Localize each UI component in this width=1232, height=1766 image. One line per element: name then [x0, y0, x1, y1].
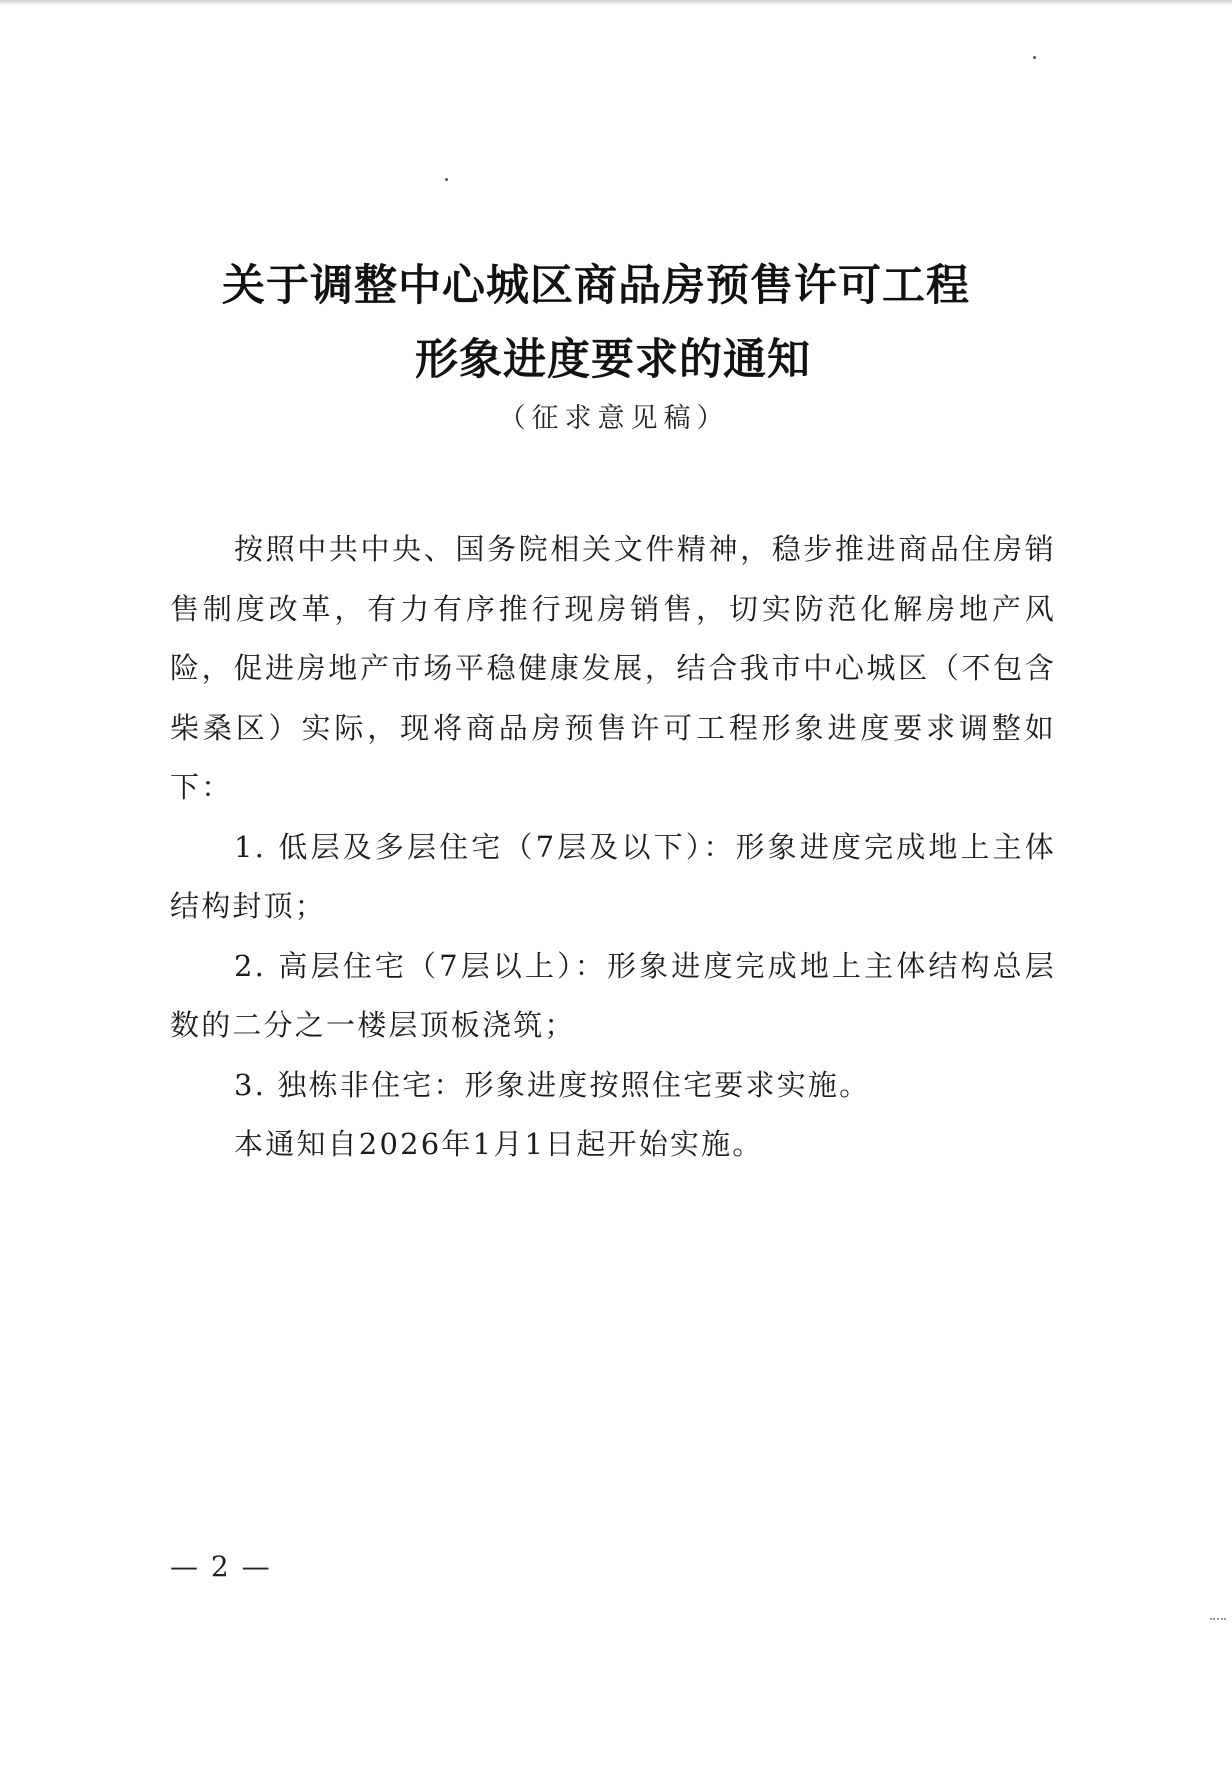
document-body — [170, 520, 1056, 1175]
body-paragraph-item-3: 3. 独栋非住宅：形象进度按照住宅要求实施。 — [234, 1067, 871, 1102]
document-subtitle: （征求意见稿） — [498, 403, 730, 434]
body-paragraph-intro: 按照中共中央、国务院相关文件精神，稳步推进商品住房销售制度改革，有力有序推行现房销售，切实防范化解房地产风险，促进房地产市场平稳健康发展，结合我市中心城区（不包含柴桑区）实际，现将商品房预售许可工程形象进度要求调整如下： — [170, 532, 1056, 804]
body-paragraph-item-1: 1. 低层及多层住宅（7层及以下）：形象进度完成地上主体结构封顶； — [170, 829, 1056, 923]
page-number: — 2 — — [170, 1550, 272, 1583]
scan-speck — [1033, 56, 1036, 59]
body-paragraph-item-2: 2. 高层住宅（7层以上）：形象进度完成地上主体结构总层数的二分之一楼层顶板浇筑； — [170, 948, 1056, 1042]
document-title-line-2: 形象进度要求的通知 — [415, 335, 811, 385]
scan-speck — [445, 178, 448, 181]
page-top-edge — [0, 0, 1232, 5]
document-title-line-1: 关于调整中心城区商品房预售许可工程 — [222, 261, 970, 311]
scan-corner-mark — [1210, 1618, 1226, 1622]
body-paragraph-effective-date: 本通知自2026年1月1日起开始实施。 — [234, 1127, 764, 1161]
